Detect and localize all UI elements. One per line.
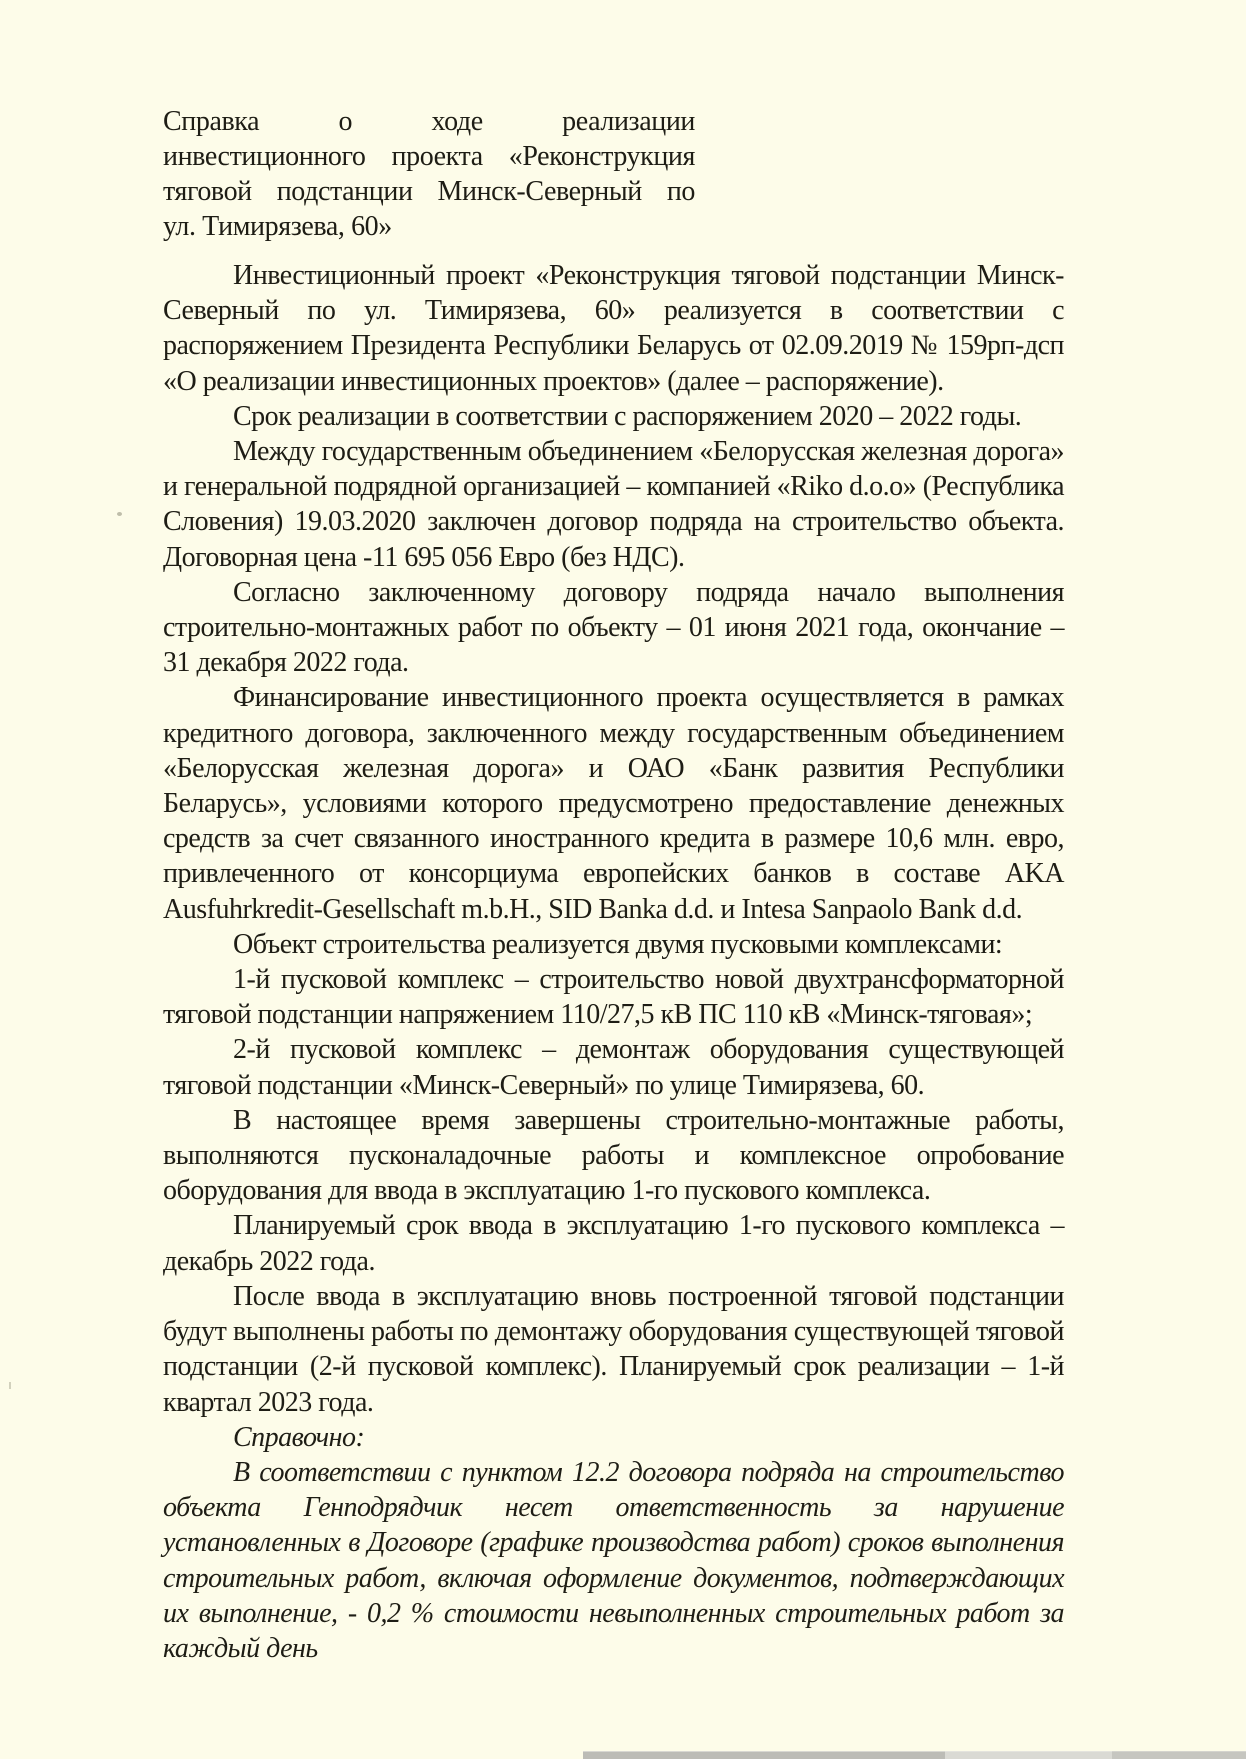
document-body — [163, 258, 1064, 1666]
paragraph: Финансирование инвестиционного проекта осуществляется в рамках кредитного договора, заключенного между государственным объединением «Белорусская железная дорога» и ОАО «Банк развития Республики Беларусь», условиями которого предусмотрено предоставление денежных средств за счет связанного иностранного кредита в размере 10,6 млн. евро, привлеченного от консорциума европейских банков в составе AKA Ausfuhrkredit-Gesellschaft m.b.H., SID Banka d.d. и Intesa Sanpaolo Bank d.d. — [163, 682, 1064, 925]
scan-speck — [9, 1382, 11, 1389]
paragraph: Согласно заключенному договору подряда начало выполнения строительно-монтажных работ по объекту – 01 июня 2021 года, окончание – 31 декабря 2022 года. — [163, 576, 1064, 679]
scan-edge-segment — [1112, 1751, 1246, 1759]
paragraph: Инвестиционный проект «Реконструкция тяговой подстанции Минск-Северный по ул. Тимирязева, 60» реализуется в соответствии с распоряжением Президента Республики Беларусь от 02.09.2019 № 159рп-дсп «О реализации инвестиционных проектов» (далее – распоряжение). — [163, 260, 1064, 397]
title-line: тяговой подстанции Минск-Северный по — [163, 176, 695, 207]
paragraph: В настоящее время завершены строительно-монтажные работы, выполняются пусконаладочные работы и комплексное опробование оборудования для ввода в эксплуатацию 1-го пускового комплекса. — [163, 1104, 1064, 1207]
scan-speck — [117, 512, 122, 516]
paragraph: Объект строительства реализуется двумя пусковыми комплексами: — [233, 928, 1003, 960]
paragraph-spravochno-label: Справочно: — [233, 1421, 365, 1453]
title-line: Справка о ходе реализации — [163, 106, 695, 137]
paragraph: Между государственным объединением «Белорусская железная дорога» и генеральной подрядной организацией – компанией «Riko d.o.o» (Республика Словения) 19.03.2020 заключен договор подряда на строительство объекта. Договорная цена -11 695 056 Евро (без НДС). — [163, 436, 1064, 573]
title-line: инвестиционного проекта «Реконструкция — [163, 141, 695, 172]
document-title — [163, 104, 695, 244]
paragraph: 1-й пусковой комплекс – строительство новой двухтрансформаторной тяговой подстанции напряжением 110/27,5 кВ ПС 110 кВ «Минск-тяговая»; — [163, 964, 1064, 1031]
paragraph: Срок реализации в соответствии с распоряжением 2020 – 2022 годы. — [233, 400, 1022, 432]
scan-edge-segment — [583, 1751, 945, 1759]
title-line: ул. Тимирязева, 60» — [163, 211, 392, 242]
paragraph: После ввода в эксплуатацию вновь построенной тяговой подстанции будут выполнены работы по демонтажу оборудования существующей тяговой подстанции (2-й пусковой комплекс). Планируемый срок реализации – 1-й квартал 2023 года. — [163, 1280, 1064, 1418]
document-content — [163, 104, 1064, 1666]
paragraph: 2-й пусковой комплекс – демонтаж оборудования существующей тяговой подстанции «Минск-Северный» по улице Тимирязева, 60. — [163, 1034, 1064, 1101]
scan-edge-artifact — [583, 1751, 1246, 1759]
paragraph: Планируемый срок ввода в эксплуатацию 1-го пускового комплекса – декабрь 2022 года. — [163, 1210, 1064, 1277]
paragraph-spravochno-body: В соответствии с пунктом 12.2 договора подряда на строительство объекта Генподрядчик несет ответственность за нарушение установленных в Договоре (графике производства работ) сроков выполнения строительных работ, включая оформление документов, подтверждающих их выполнение, - 0,2 % стоимости невыполненных строительных работ за каждый день — [163, 1456, 1064, 1664]
scan-edge-segment — [945, 1751, 1112, 1759]
